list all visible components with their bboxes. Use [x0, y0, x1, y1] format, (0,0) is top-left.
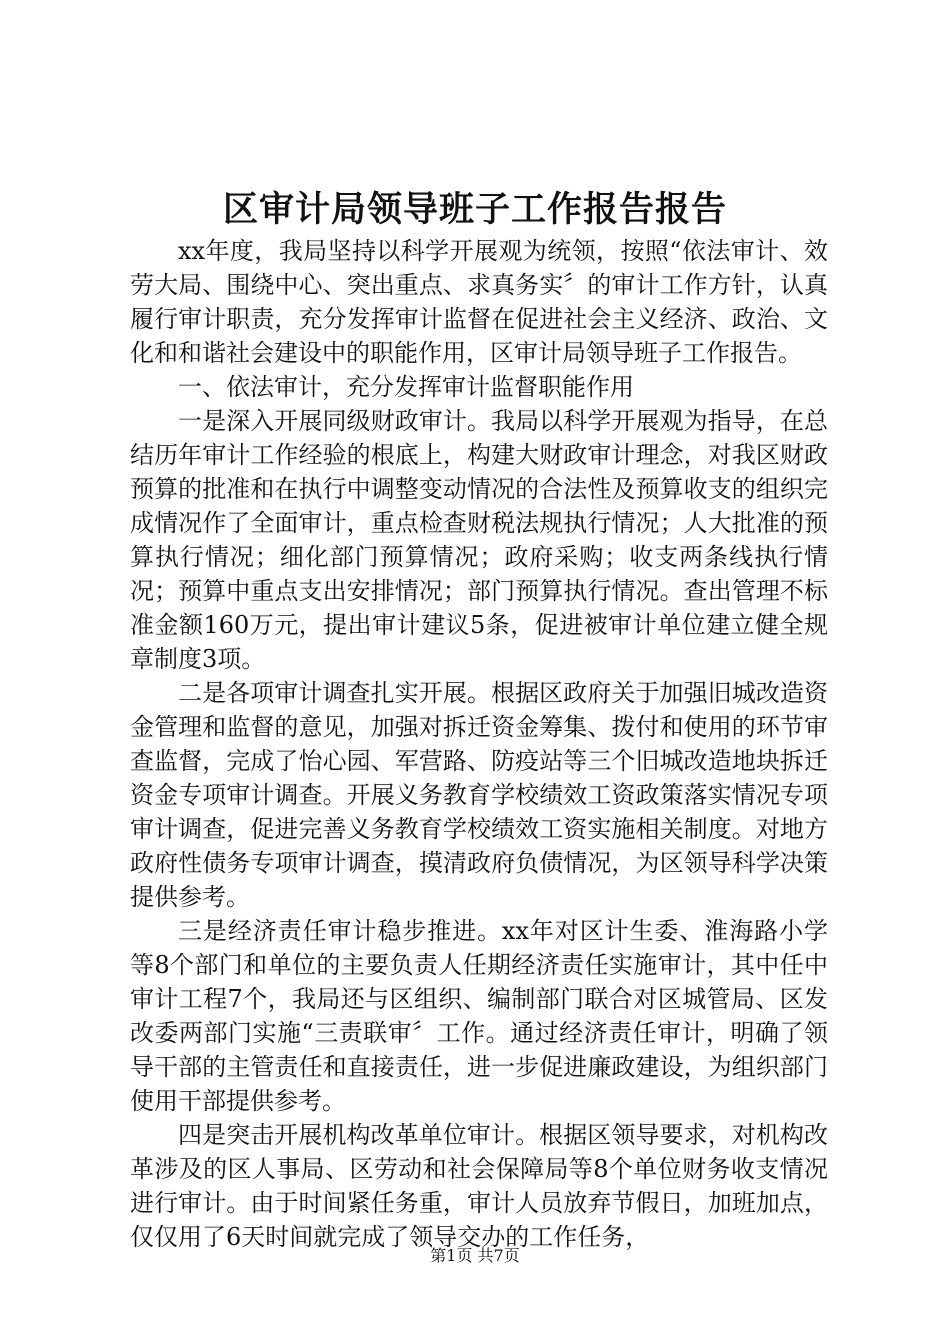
- section-heading-1: 一、依法审计，充分发挥审计监督职能作用: [178, 373, 634, 401]
- page-number-footer: 第1页 共7页: [430, 1246, 520, 1265]
- paragraph-economic-responsibility: 三是经济责任审计稳步推进。xx年对区计生委、淮海路小学等8个部门和单位的主要负责人任期经济责任实施审计，其中任中审计工程7个，我局还与区组织、编制部门联合对区城管局、区发改委两部门实施“三责联审〞工作。通过经济责任审计，明确了领导干部的主管责任和直接责任，进一步促进廉政建设，为组织部门使用干部提供参考。: [130, 917, 828, 1115]
- paragraph-intro: xx年度，我局坚持以科学开展观为统领，按照“依法审计、效劳大局、围绕中心、突出重点、求真务实〞的审计工作方针，认真履行审计职责，充分发挥审计监督在促进社会主义经济、政治、文化和和谐社会建设中的职能作用，区审计局领导班子工作报告。: [130, 237, 828, 367]
- paragraph-special-investigation: 二是各项审计调查扎实开展。根据区政府关于加强旧城改造资金管理和监督的意见，加强对拆迁资金筹集、拨付和使用的环节审查监督，完成了怡心园、军营路、防疫站等三个旧城改造地块拆迁资金专项审计调查。开展义务教育学校绩效工资政策落实情况专项审计调查，促进完善义务教育学校绩效工资实施相关制度。对地方政府性债务专项审计调查，摸清政府负债情况，为区领导科学决策提供参考。: [130, 679, 828, 911]
- document-body: [130, 234, 828, 1254]
- paragraph-fiscal-audit: 一是深入开展同级财政审计。我局以科学开展观为指导，在总结历年审计工作经验的根底上，构建大财政审计理念，对我区财政预算的批准和在执行中调整变动情况的合法性及预算收支的组织完成情况作了全面审计，重点检查财税法规执行情况；人大批准的预算执行情况；细化部门预算情况；政府采购；收支两条线执行情况；预算中重点支出安排情况；部门预算执行情况。查出管理不标准金额160万元，提出审计建议5条，促进被审计单位建立健全规章制度3项。: [130, 407, 828, 673]
- paragraph-institution-reform: 四是突击开展机构改革单位审计。根据区领导要求，对机构改革涉及的区人事局、区劳动和社会保障局等8个单位财务收支情况进行审计。由于时间紧任务重，审计人员放弃节假日，加班加点，仅仅用了6天时间就完成了领导交办的工作任务，: [130, 1121, 828, 1251]
- document-title: 区审计局领导班子工作报告报告: [222, 189, 727, 230]
